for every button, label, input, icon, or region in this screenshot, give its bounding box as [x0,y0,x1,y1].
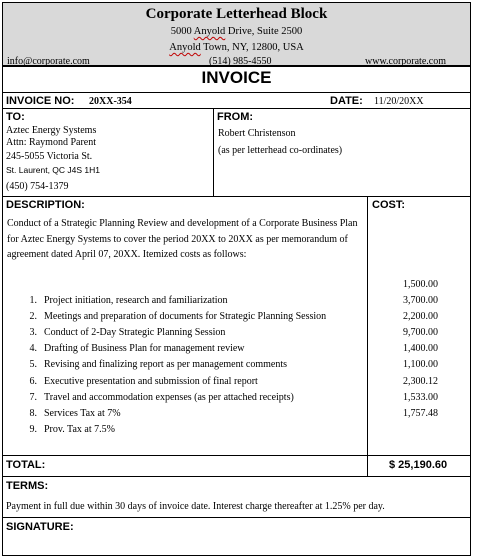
letterhead-block [2,2,471,66]
line-item-number: 5. [29,359,37,371]
line-item-cost: 1,757.48 [403,407,438,419]
line-item-number: 1. [29,295,37,306]
line-item-cost: 1,400.00 [403,343,438,355]
line-item-cost: 2,200.00 [403,311,438,323]
rule-above-terms [3,476,470,477]
line-item-label: Travel and accommodation expenses (as per attached receipts) [44,391,294,403]
line-item-label: Prov. Tax at 7.5% [44,423,115,435]
company-name: Corporate Letterhead Block [145,6,328,22]
date-label: DATE: [330,95,363,107]
rule-below-addresses [3,196,470,197]
line-item-label: Project initiation, research and familiarization [44,295,228,306]
line-item-number: 4. [29,343,37,355]
rule-below-title [3,92,470,93]
total-value: $ 25,190.60 [389,459,448,471]
line-item-cost: 1,500.00 [403,278,438,290]
address-line-2-text: Anyold Town, NY, 12800, USA [169,42,304,53]
line-item-cost: 1,533.00 [403,391,438,403]
to-phone: (450) 754-1379 [6,181,69,192]
to-line-street: 245-5055 Victoria St. [6,151,93,162]
line-item-label: Executive presentation and submission of final report [44,375,258,387]
from-label: FROM: [217,111,254,123]
line-item-cost: 9,700.00 [403,327,438,339]
to-label: TO: [6,111,25,123]
invoice-number-label: INVOICE NO: [6,95,75,107]
address-line-2 [3,42,470,53]
address-line-1 [3,26,470,37]
invoice-title: INVOICE [201,68,272,87]
line-item-label: Conduct of 2-Day Strategic Planning Session [44,327,226,339]
invoice-table [2,66,471,556]
line-item-number: 3. [29,327,37,339]
line-item-number: 6. [29,375,37,387]
line-item-label: Drafting of Business Plan for management review [44,343,245,355]
address-line-1-text: 5000 Anyold Drive, Suite 2500 [170,26,303,37]
invoice-date: 11/20/20XX [374,96,424,107]
to-line-attn: Attn: Raymond Parent [6,137,96,148]
to-line-company: Aztec Energy Systems [6,125,97,136]
company-email: info@corporate.com [7,56,90,67]
rule-above-signature [3,517,470,518]
rule-below-invoice-no [3,108,470,109]
company-phone: (514) 985-4550 [209,56,272,67]
line-item-number: 8. [29,407,37,419]
terms-label: TERMS: [6,480,49,492]
cost-label: COST: [372,199,405,211]
to-line-city: St. Laurent, QC J4S 1H1 [6,165,101,175]
line-item-number: 7. [29,391,37,403]
spellcheck-word: Anyold [193,26,226,37]
total-label: TOTAL: [6,459,46,471]
signature-label: SIGNATURE: [6,521,74,533]
line-item-label: Revising and finalizing report as per management comments [44,359,287,371]
line-item-label: Services Tax at 7% [44,407,121,419]
rule-above-total [3,455,470,456]
line-item-cost: 1,100.00 [403,359,438,371]
invoice-number: 20XX-354 [89,96,132,107]
terms-text: Payment in full due within 30 days of invoice date. Interest charge thereafter at 1.25% per day. [6,501,385,512]
rule-cost-divider [367,196,368,476]
line-item-label: Meetings and preparation of documents for Strategic Planning Session [44,311,327,323]
line-item-cost: 3,700.00 [403,295,438,306]
line-item-number: 9. [29,423,37,435]
from-name: Robert Christenson [218,128,296,139]
from-note: (as per letterhead co-ordinates) [218,145,343,156]
description-text: Conduct of a Strategic Planning Review and development of a Corporate Business Plan for Aztec Energy Systems to cover the period 20XX to 20XX as per memorandum of agreement dated April 07, 20XX. Itemized costs as follows: [7,218,358,261]
spellcheck-word: Anyold [169,42,201,53]
company-website: www.corporate.com [365,56,446,67]
line-item-cost: 2,300.12 [403,375,438,387]
description-label: DESCRIPTION: [6,199,85,211]
line-item-number: 2. [29,311,37,323]
rule-to-from-divider [213,108,214,196]
